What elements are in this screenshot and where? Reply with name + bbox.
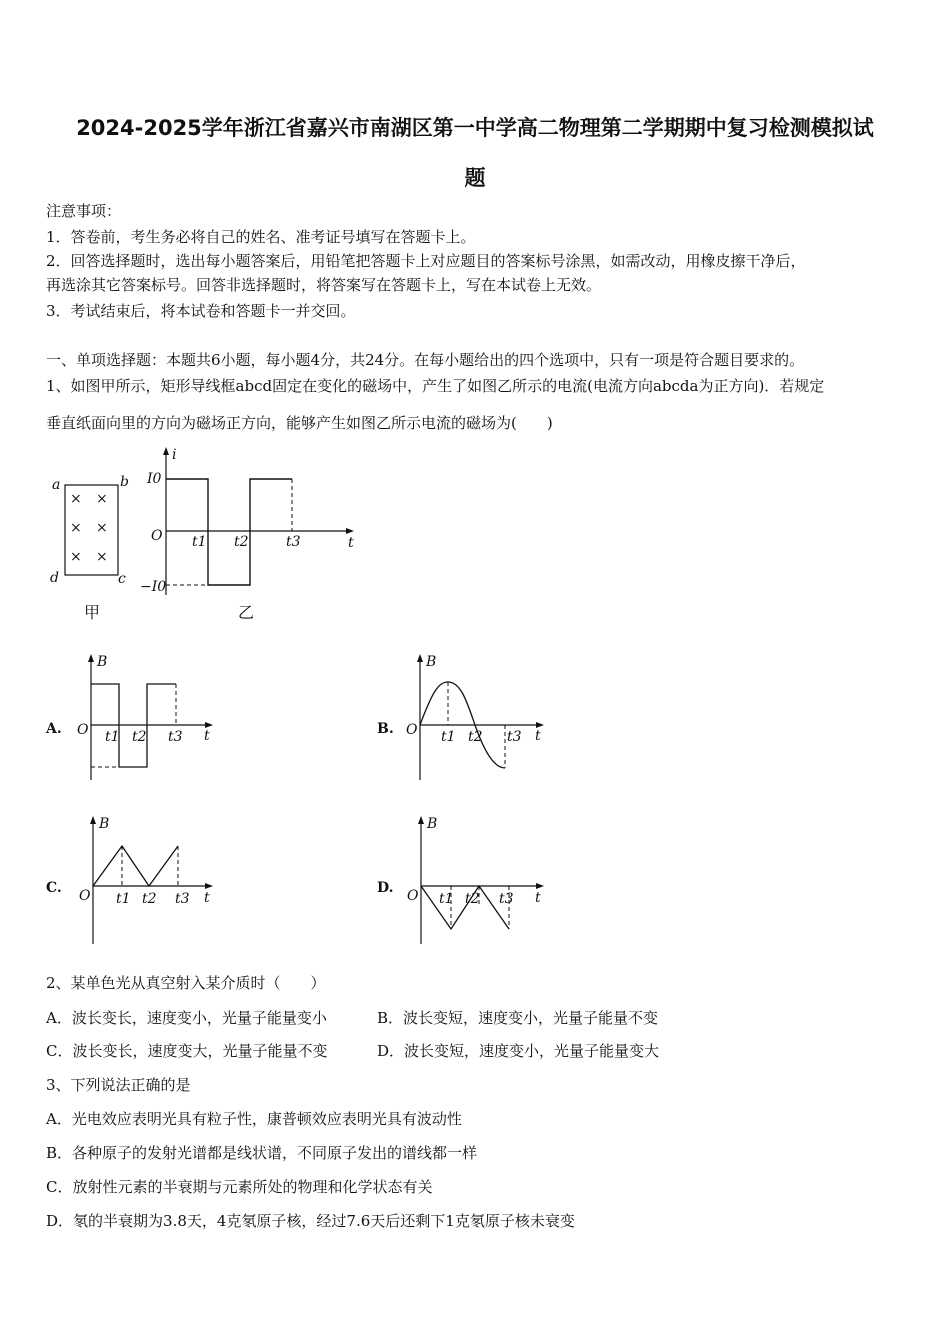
q1-stem-line1: 1、如图甲所示，矩形导线框abcd固定在变化的磁场中，产生了如图乙所示的电流(电流方向abcda为正方向)．若规定: [46, 377, 825, 395]
exam-title-line1: 2024-2025学年浙江省嘉兴市南湖区第一中学高二物理第二学期期中复习检测模拟试: [76, 116, 874, 140]
corner-label: a: [52, 477, 61, 493]
tick-label: t2: [142, 891, 157, 907]
q2-option-b[interactable]: B．波长变短，速度变小，光量子能量不变: [377, 1009, 659, 1027]
tick-label: t3: [507, 729, 522, 745]
tick-label: t3: [286, 534, 301, 550]
origin-label: O: [407, 888, 419, 904]
tick-label: t1: [441, 729, 456, 745]
tick-label: t1: [116, 891, 131, 907]
notice-item: 2．回答选择题时，选出每小题答案后，用铅笔把答题卡上对应题目的答案标号涂黑，如需改动，用橡皮擦干净后，: [46, 252, 806, 270]
field-cross-icon: ×: [96, 491, 108, 507]
b-waveform: [93, 846, 178, 886]
notice-item: 再选涂其它答案标号。回答非选择题时，将答案写在答题卡上，写在本试卷上无效。: [46, 276, 602, 294]
option-a-graph[interactable]: [44, 650, 224, 785]
q3-option-d[interactable]: D．氡的半衰期为3.8天，4克氡原子核，经过7.6天后还剩下1克氡原子核未衰变: [46, 1212, 575, 1230]
notice-heading: 注意事项：: [46, 202, 122, 220]
section-heading: 一、单项选择题：本题共6小题，每小题4分，共24分。在每小题给出的四个选项中，只有一项是符合题目要求的。: [46, 351, 805, 369]
axis-label: t: [535, 890, 541, 906]
current-waveform: [166, 479, 292, 585]
tick-label: t1: [105, 729, 120, 745]
origin-label: O: [79, 888, 91, 904]
corner-label: b: [120, 474, 129, 490]
q3-stem: 3、下列说法正确的是: [46, 1076, 191, 1094]
option-label: B.: [377, 721, 394, 737]
field-cross-icon: ×: [70, 491, 82, 507]
tick-label: t3: [168, 729, 183, 745]
tick-label: t2: [468, 729, 483, 745]
origin-label: O: [406, 722, 418, 738]
q1-stem-line2: 垂直纸面向里的方向为磁场正方向，能够产生如图乙所示电流的磁场为( ): [46, 414, 553, 432]
corner-label: d: [50, 570, 59, 586]
option-c-graph[interactable]: [44, 812, 224, 947]
axis-label: t: [204, 890, 210, 906]
figure-jia: [40, 468, 140, 628]
axis-label: B: [427, 816, 438, 832]
option-b-graph[interactable]: [375, 650, 555, 785]
origin-label: O: [151, 528, 163, 544]
option-label: A.: [46, 721, 62, 737]
q3-option-a[interactable]: A．光电效应表明光具有粒子性，康普顿效应表明光具有波动性: [46, 1110, 462, 1128]
axis-label: B: [99, 816, 110, 832]
tick-label: t3: [499, 891, 514, 907]
exam-title-line2: 题: [464, 166, 486, 190]
neg-level-label: −I0: [140, 579, 167, 595]
q3-option-c[interactable]: C．放射性元素的半衰期与元素所处的物理和化学状态有关: [46, 1178, 433, 1196]
axis-label: t: [348, 535, 354, 551]
field-cross-icon: ×: [70, 520, 82, 536]
q3-option-b[interactable]: B．各种原子的发射光谱都是线状谱，不同原子发出的谱线都一样: [46, 1144, 478, 1162]
field-cross-icon: ×: [70, 549, 82, 565]
option-label: D.: [377, 880, 394, 896]
q2-option-a[interactable]: A．波长变长，速度变小，光量子能量变小: [46, 1009, 327, 1027]
figure-caption: 乙: [238, 603, 255, 622]
q2-stem: 2、某单色光从真空射入某介质时（ ）: [46, 974, 326, 992]
axis-label: B: [97, 654, 108, 670]
option-d-graph[interactable]: [375, 812, 555, 947]
axis-label: B: [426, 654, 437, 670]
tick-label: t2: [465, 891, 480, 907]
pos-level-label: I0: [147, 471, 162, 487]
axis-label: t: [535, 728, 541, 744]
axis-label: i: [172, 447, 177, 463]
notice-item: 3．考试结束后，将本试卷和答题卡一并交回。: [46, 302, 356, 320]
option-label: C.: [46, 880, 62, 896]
field-cross-icon: ×: [96, 520, 108, 536]
field-cross-icon: ×: [96, 549, 108, 565]
tick-label: t1: [439, 891, 454, 907]
figure-caption: 甲: [84, 603, 101, 622]
tick-label: t3: [175, 891, 190, 907]
axis-label: t: [204, 728, 210, 744]
tick-label: t1: [192, 534, 207, 550]
q2-option-c[interactable]: C．波长变长，速度变大，光量子能量不变: [46, 1042, 328, 1060]
figure-yi: [140, 445, 370, 630]
notice-item: 1．答卷前，考生务必将自己的姓名、准考证号填写在答题卡上。: [46, 228, 476, 246]
origin-label: O: [77, 722, 89, 738]
q2-option-d[interactable]: D．波长变短，速度变小，光量子能量变大: [377, 1042, 660, 1060]
tick-label: t2: [132, 729, 147, 745]
corner-label: c: [118, 571, 126, 587]
tick-label: t2: [234, 534, 249, 550]
